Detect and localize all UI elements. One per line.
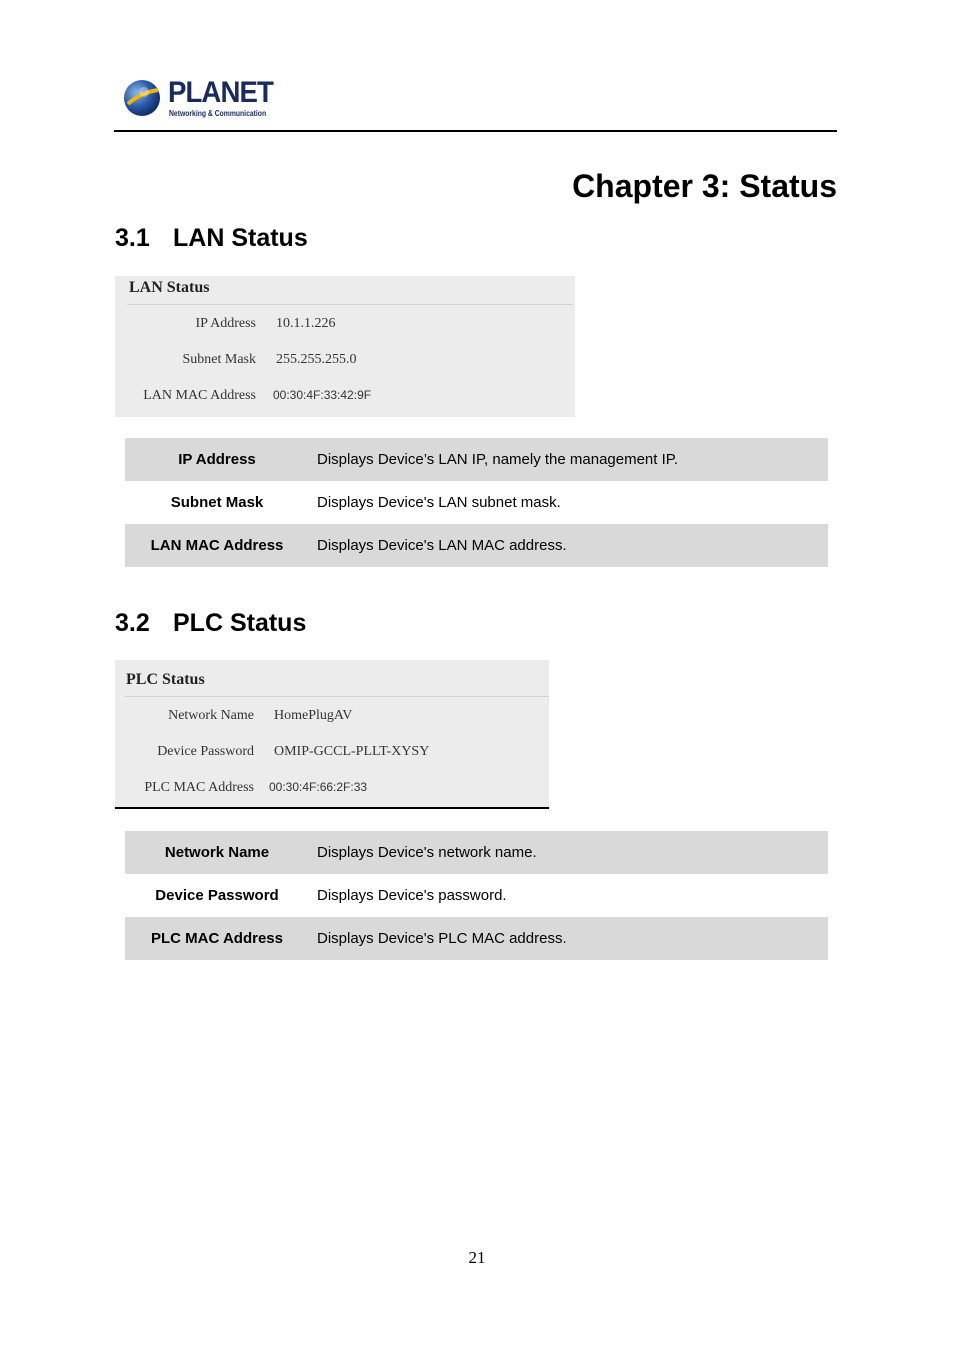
plc-status-description-table [125, 831, 828, 960]
value-subnet-mask: 255.255.255.0 [276, 352, 357, 367]
definition-cell: Displays Device’s LAN IP, namely the management IP. [309, 438, 828, 481]
panel-divider [127, 304, 573, 305]
label-network-name: Network Name [168, 708, 254, 723]
table-row [125, 481, 828, 524]
definition-cell: Displays Device's LAN MAC address. [309, 524, 828, 567]
value-plc-mac: 00:30:4F:66:2F:33 [269, 780, 368, 794]
section-number: 3.2 [115, 609, 150, 637]
page-number: 21 [468, 1248, 486, 1267]
table-row [125, 524, 828, 567]
page-header [114, 72, 837, 130]
panel-title: LAN Status [129, 279, 210, 296]
label-subnet-mask: Subnet Mask [182, 352, 256, 367]
label-plc-mac: PLC MAC Address [144, 780, 254, 795]
value-device-password: OMIP-GCCL-PLLT-XYSY [274, 744, 430, 759]
table-row [125, 831, 828, 874]
term-cell: LAN MAC Address [125, 524, 309, 567]
panel-divider [125, 696, 549, 697]
term-cell: IP Address [125, 438, 309, 481]
table-row [125, 917, 828, 960]
term-cell: Subnet Mask [170, 494, 264, 511]
label-ip-address: IP Address [195, 316, 256, 331]
definition-cell: Displays Device's password. [317, 887, 507, 904]
logo-tagline: Networking & Communication [169, 109, 267, 118]
definition-cell: Displays Device's LAN subnet mask. [317, 494, 561, 511]
term-cell: Network Name [125, 831, 309, 874]
table-row [125, 438, 828, 481]
value-ip-address: 10.1.1.226 [276, 316, 336, 331]
section-title: PLC Status [173, 609, 307, 637]
value-lan-mac: 00:30:4F:33:42:9F [273, 388, 372, 402]
label-lan-mac: LAN MAC Address [143, 388, 256, 403]
panel-title: PLC Status [126, 671, 205, 688]
chapter-title: Chapter 3: Status [572, 168, 837, 204]
section-heading-plc [115, 609, 306, 638]
logo-wordmark: PLANET [168, 76, 273, 109]
term-cell: PLC MAC Address [125, 917, 309, 960]
table-row [125, 874, 828, 917]
lan-status-description-table [125, 438, 828, 567]
globe-icon [122, 78, 162, 118]
definition-cell: Displays Device's PLC MAC address. [309, 917, 828, 960]
section-heading-lan [115, 224, 308, 253]
label-device-password: Device Password [157, 744, 254, 759]
planet-logo [122, 76, 292, 122]
definition-cell: Displays Device's network name. [309, 831, 828, 874]
plc-status-panel [115, 660, 549, 809]
header-divider [114, 130, 837, 132]
section-number: 3.1 [115, 224, 150, 252]
section-title: LAN Status [173, 224, 308, 252]
term-cell: Device Password [155, 887, 279, 904]
value-network-name: HomePlugAV [274, 708, 353, 723]
lan-status-panel [115, 276, 575, 417]
